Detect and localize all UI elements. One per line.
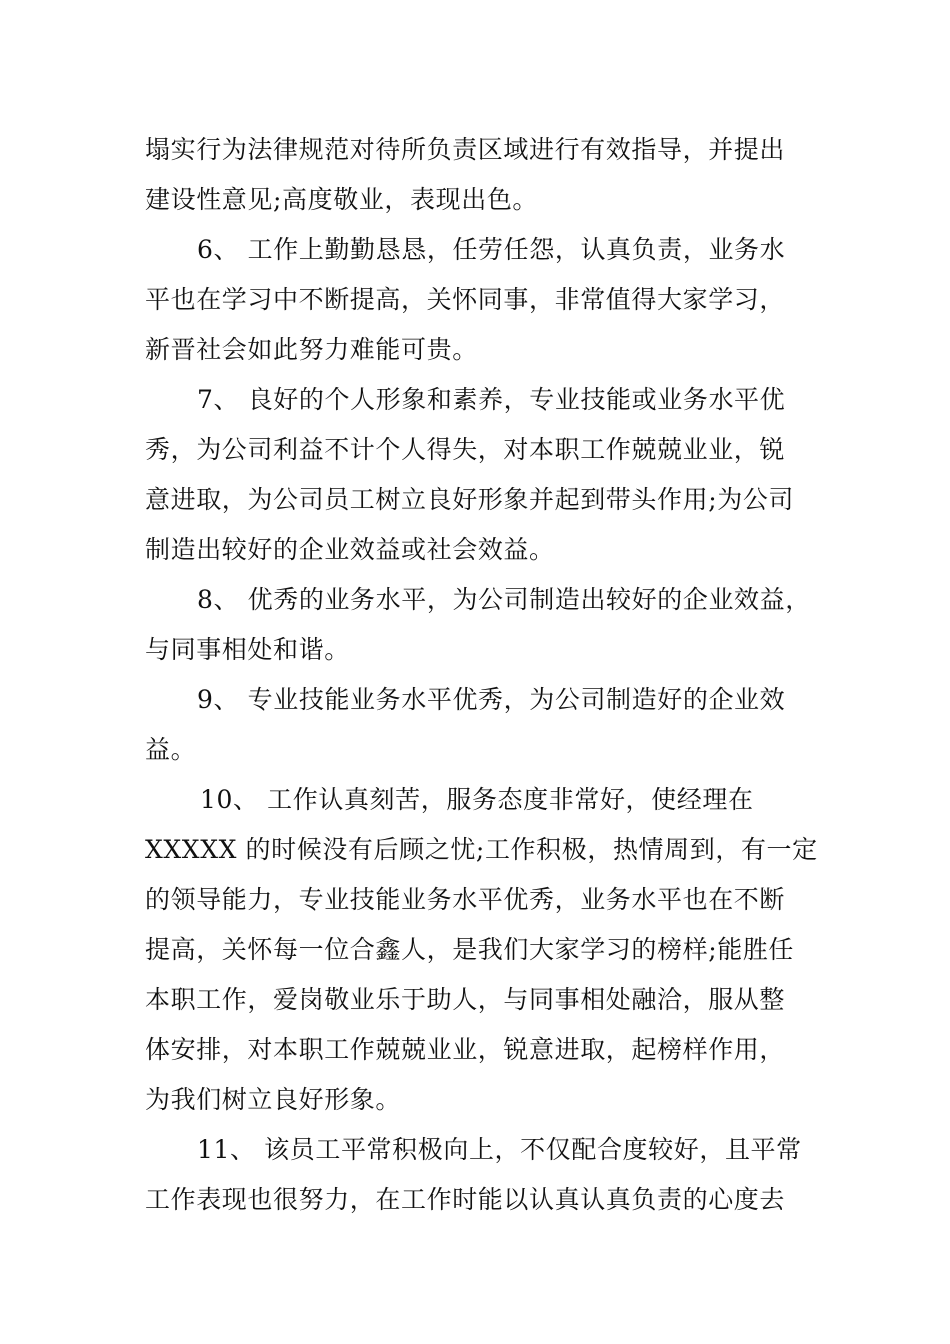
list-item-7: 7、 良好的个人形象和素养，专业技能或业务水平优 <box>197 385 786 414</box>
list-item-11: 11、 该员工平常积极向上，不仅配合度较好，且平常 <box>197 1135 802 1164</box>
text-line: 意进取，为公司员工树立良好形象并起到带头作用;为公司 <box>145 485 795 514</box>
text-line: 工作表现也很努力，在工作时能以认真认真负责的心度去 <box>145 1185 786 1214</box>
text-line: 秀，为公司利益不计个人得失，对本职工作兢兢业业，锐 <box>145 435 786 464</box>
list-item-9: 9、 专业技能业务水平优秀，为公司制造好的企业效 <box>197 685 786 714</box>
text-line: 的领导能力，专业技能业务水平优秀，业务水平也在不断 <box>145 885 786 914</box>
text-line: 平也在学习中不断提高，关怀同事，非常值得大家学习， <box>145 285 786 314</box>
list-item-6: 6、 工作上勤勤恳恳，任劳任怨，认真负责，业务水 <box>197 235 786 264</box>
text-line: 建设性意见;高度敬业，表现出色。 <box>145 185 539 214</box>
list-item-10: 10、 工作认真刻苦，服务态度非常好，使经理在 <box>200 785 754 814</box>
list-item-8: 8、 优秀的业务水平，为公司制造出较好的企业效益， <box>197 585 811 614</box>
text-line: 与同事相处和谐。 <box>145 635 350 664</box>
text-line: 制造出较好的企业效益或社会效益。 <box>145 535 555 564</box>
text-line: 提高，关怀每一位合鑫人，是我们大家学习的榜样;能胜任 <box>145 935 795 964</box>
text-line: 体安排，对本职工作兢兢业业，锐意进取，起榜样作用， <box>145 1035 786 1064</box>
text-line: 为我们树立良好形象。 <box>145 1085 402 1114</box>
text-line: 新晋社会如此努力难能可贵。 <box>145 335 478 364</box>
text-line: 本职工作，爱岗敬业乐于助人，与同事相处融洽，服从整 <box>145 985 786 1014</box>
text-line: 塌实行为法律规范对待所负责区域进行有效指导，并提出 <box>145 135 786 164</box>
text-line: 益。 <box>145 735 197 764</box>
text-line: XXXXX 的时候没有后顾之忧;工作积极，热情周到，有一定 <box>145 835 818 864</box>
